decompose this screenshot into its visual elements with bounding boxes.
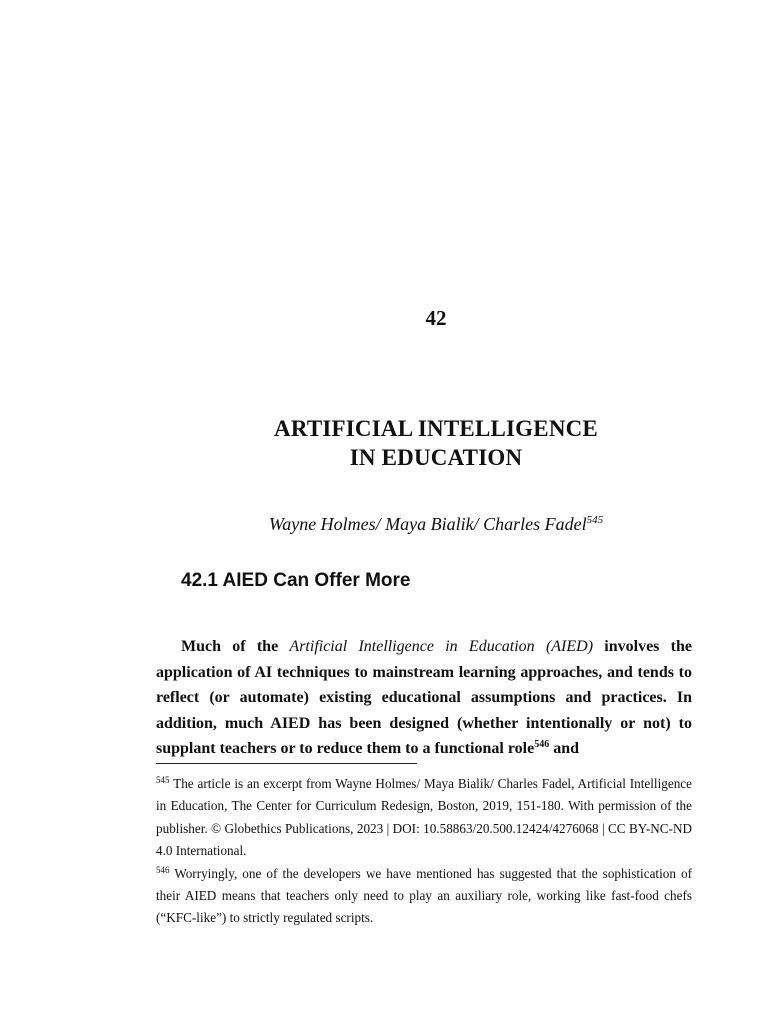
body-paragraph bbox=[156, 634, 692, 762]
chapter-title bbox=[0, 414, 768, 472]
footnote-number: 545 bbox=[156, 775, 170, 785]
footnote-text: Worryingly, one of the developers we have mentioned has suggested that the sophistication of their AIED means that teachers only need to play an auxiliary role, working like fast-food chefs (“KFC-like”) to strictly regulated scripts. bbox=[156, 865, 692, 926]
body-text-part-2: involves the application of AI techniques to mainstream learning approaches, and tends to reflect (or automate) existing educational assumptions and practices. In addition, much AIED has been designed (whether intentionally or not) to supplant teachers or to reduce them to a functional role bbox=[156, 638, 692, 757]
body-term: Artificial Intelligence in Education (AIED) bbox=[289, 638, 594, 655]
body-footnote-ref[interactable]: 546 bbox=[534, 739, 550, 750]
body-text-part-3: and bbox=[549, 740, 579, 757]
footnotes bbox=[156, 773, 692, 930]
body-text-part-1: Much of the bbox=[181, 638, 290, 655]
footnote-546 bbox=[156, 863, 692, 930]
authors-footnote-ref[interactable]: 545 bbox=[586, 514, 604, 526]
footnote-number: 546 bbox=[156, 864, 170, 875]
footnote-545 bbox=[156, 773, 692, 863]
chapter-authors bbox=[0, 514, 768, 535]
authors-text: Wayne Holmes/ Maya Bialik/ Charles Fadel bbox=[268, 514, 587, 534]
chapter-number: 42 bbox=[425, 306, 447, 330]
footnote-divider bbox=[156, 763, 417, 764]
footnote-text: The article is an excerpt from Wayne Holmes/ Maya Bialik/ Charles Fadel, Artificial Intelligence in Education, The Center for Curriculum Redesign, Boston, 2019, 151-180. With permission of the publisher. © Globethics Publications, 2023 | DOI: 10.58863/20.500.12424/4276068 | CC BY-NC-ND 4.0 International. bbox=[156, 776, 692, 859]
chapter-title-line-2: IN EDUCATION bbox=[349, 445, 523, 470]
section-heading: 42.1 AIED Can Offer More bbox=[181, 570, 411, 591]
chapter-title-line-1: ARTIFICIAL INTELLIGENCE bbox=[274, 416, 598, 441]
